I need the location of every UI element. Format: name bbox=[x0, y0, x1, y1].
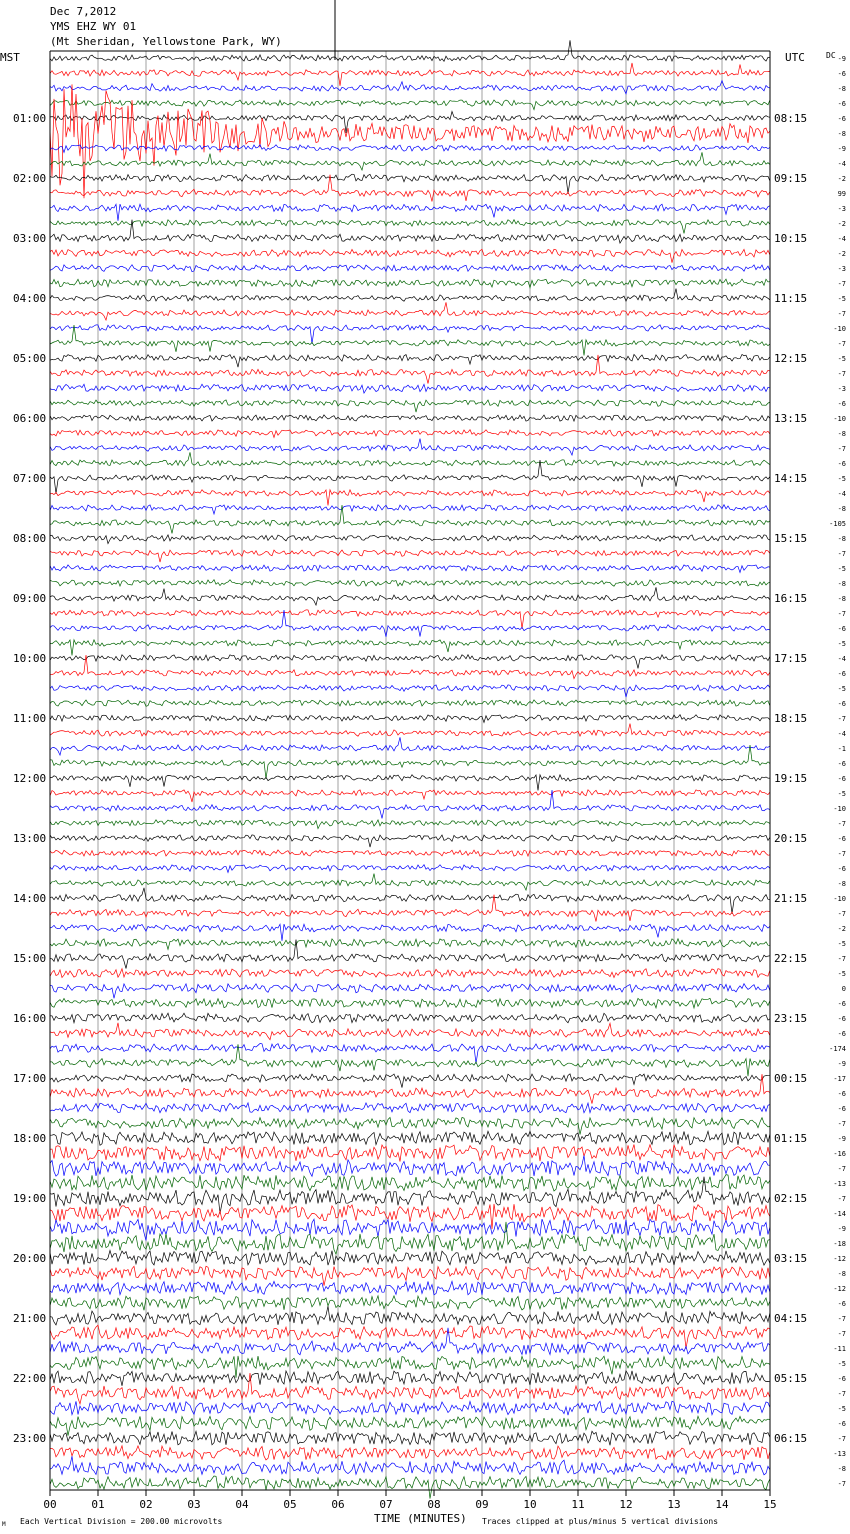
dc-offset-83: -6 bbox=[837, 1300, 846, 1308]
dc-offset-80: -12 bbox=[833, 1255, 846, 1263]
trace-9 bbox=[50, 175, 770, 202]
utc-hour-label: 18:15 bbox=[774, 712, 808, 725]
dc-offset-6: -9 bbox=[837, 145, 846, 153]
trace-14 bbox=[50, 265, 770, 272]
dc-offset-28: -5 bbox=[837, 475, 846, 483]
trace-65 bbox=[50, 1023, 770, 1040]
mst-hour-label: 01:00 bbox=[13, 112, 47, 125]
trace-20 bbox=[50, 355, 770, 368]
dc-offset-7: -4 bbox=[837, 160, 846, 168]
header-date: Dec 7,2012 bbox=[50, 5, 117, 18]
mst-hour-label: 12:00 bbox=[13, 772, 47, 785]
mst-hour-label: 19:00 bbox=[13, 1192, 47, 1205]
x-tick-label-08: 08 bbox=[427, 1498, 441, 1511]
dc-offset-86: -11 bbox=[833, 1345, 846, 1353]
dc-offset-33: -7 bbox=[837, 550, 846, 558]
trace-81 bbox=[50, 1266, 770, 1285]
corner-mark: M bbox=[2, 1521, 6, 1528]
trace-3 bbox=[50, 100, 770, 110]
dc-offset-18: -10 bbox=[833, 325, 846, 333]
trace-23 bbox=[50, 400, 770, 412]
utc-hour-label: 03:15 bbox=[774, 1252, 808, 1265]
dc-offset-12: -4 bbox=[837, 235, 846, 243]
dc-offset-75: -13 bbox=[833, 1180, 846, 1188]
trace-31 bbox=[50, 505, 770, 533]
dc-offset-14: -3 bbox=[837, 265, 846, 273]
utc-hour-label: 21:15 bbox=[774, 892, 808, 905]
dc-offset-90: -5 bbox=[837, 1405, 846, 1413]
dc-offset-26: -7 bbox=[837, 445, 846, 453]
trace-68 bbox=[50, 1074, 770, 1088]
minute-grid bbox=[50, 51, 770, 1496]
trace-59 bbox=[50, 939, 770, 950]
trace-48 bbox=[50, 775, 770, 791]
dc-offset-87: -5 bbox=[837, 1360, 846, 1368]
trace-52 bbox=[50, 835, 770, 847]
x-tick-label-02: 02 bbox=[139, 1498, 153, 1511]
label-group bbox=[13, 55, 846, 1511]
trace-36 bbox=[50, 587, 770, 605]
utc-hour-label: 04:15 bbox=[774, 1312, 808, 1325]
dc-offset-44: -7 bbox=[837, 715, 846, 723]
dc-offset-46: -1 bbox=[837, 745, 846, 753]
trace-54 bbox=[50, 865, 770, 873]
trace-49 bbox=[50, 790, 770, 802]
dc-offset-0: -9 bbox=[837, 55, 846, 63]
trace-group bbox=[50, 40, 770, 1498]
dc-offset-2: -8 bbox=[837, 85, 846, 93]
dc-offset-60: -7 bbox=[837, 955, 846, 963]
mst-hour-label: 14:00 bbox=[13, 892, 47, 905]
dc-offset-16: -5 bbox=[837, 295, 846, 303]
dc-offset-95: -7 bbox=[837, 1480, 846, 1488]
utc-hour-label: 15:15 bbox=[774, 532, 808, 545]
utc-hour-label: 08:15 bbox=[774, 112, 808, 125]
trace-80 bbox=[50, 1250, 770, 1265]
dc-offset-13: -2 bbox=[837, 250, 846, 258]
x-tick-label-09: 09 bbox=[475, 1498, 489, 1511]
trace-27 bbox=[50, 452, 770, 466]
dc-offset-74: -7 bbox=[837, 1165, 846, 1173]
dc-offset-58: -2 bbox=[837, 925, 846, 933]
trace-15 bbox=[50, 279, 770, 288]
mst-hour-label: 15:00 bbox=[13, 952, 47, 965]
trace-55 bbox=[50, 874, 770, 891]
x-axis-label: TIME (MINUTES) bbox=[374, 1512, 467, 1525]
dc-offset-30: -8 bbox=[837, 505, 846, 513]
trace-18 bbox=[50, 325, 770, 344]
dc-offset-59: -5 bbox=[837, 940, 846, 948]
dc-offset-4: -6 bbox=[837, 115, 846, 123]
dc-offset-84: -7 bbox=[837, 1315, 846, 1323]
dc-offset-41: -6 bbox=[837, 670, 846, 678]
dc-offset-68: -17 bbox=[833, 1075, 846, 1083]
trace-57 bbox=[50, 895, 770, 922]
utc-hour-label: 06:15 bbox=[774, 1432, 808, 1445]
mst-hour-label: 08:00 bbox=[13, 532, 47, 545]
trace-75 bbox=[50, 1175, 770, 1191]
x-tick-label-00: 00 bbox=[43, 1498, 57, 1511]
trace-37 bbox=[50, 610, 770, 629]
utc-hour-label: 00:15 bbox=[774, 1072, 808, 1085]
trace-70 bbox=[50, 1103, 770, 1113]
x-tick-label-01: 01 bbox=[91, 1498, 105, 1511]
dc-offset-70: -6 bbox=[837, 1105, 846, 1113]
x-tick-label-12: 12 bbox=[619, 1498, 633, 1511]
trace-46 bbox=[50, 737, 770, 755]
utc-hour-label: 01:15 bbox=[774, 1132, 808, 1145]
mst-hour-label: 02:00 bbox=[13, 172, 47, 185]
dc-offset-77: -14 bbox=[833, 1210, 846, 1218]
mst-hour-label: 07:00 bbox=[13, 472, 47, 485]
x-tick-label-10: 10 bbox=[523, 1498, 537, 1511]
mst-hour-label: 16:00 bbox=[13, 1012, 47, 1025]
utc-hour-label: 05:15 bbox=[774, 1372, 808, 1385]
dc-offset-51: -7 bbox=[837, 820, 846, 828]
dc-offset-17: -7 bbox=[837, 310, 846, 318]
dc-offset-71: -7 bbox=[837, 1120, 846, 1128]
trace-33 bbox=[50, 550, 770, 562]
dc-offset-40: -4 bbox=[837, 655, 846, 663]
mst-hour-label: 23:00 bbox=[13, 1432, 47, 1445]
dc-offset-8: -2 bbox=[837, 175, 846, 183]
trace-85 bbox=[50, 1325, 770, 1348]
utc-hour-label: 19:15 bbox=[774, 772, 808, 785]
trace-53 bbox=[50, 850, 770, 856]
dc-offset-72: -9 bbox=[837, 1135, 846, 1143]
trace-26 bbox=[50, 439, 770, 456]
trace-39 bbox=[50, 640, 770, 656]
dc-offset-52: -6 bbox=[837, 835, 846, 843]
dc-offset-45: -4 bbox=[837, 730, 846, 738]
x-tick-label-15: 15 bbox=[763, 1498, 777, 1511]
utc-hour-label: 20:15 bbox=[774, 832, 808, 845]
trace-78 bbox=[50, 1219, 770, 1240]
trace-4 bbox=[50, 112, 770, 133]
dc-offset-63: -6 bbox=[837, 1000, 846, 1008]
dc-offset-76: -7 bbox=[837, 1195, 846, 1203]
dc-offset-73: -16 bbox=[833, 1150, 846, 1158]
trace-35 bbox=[50, 580, 770, 587]
utc-hour-label: 10:15 bbox=[774, 232, 808, 245]
trace-30 bbox=[50, 505, 770, 514]
dc-offset-64: -6 bbox=[837, 1015, 846, 1023]
trace-24 bbox=[50, 415, 770, 421]
dc-offset-1: -6 bbox=[837, 70, 846, 78]
dc-offset-89: -7 bbox=[837, 1390, 846, 1398]
x-tick-label-03: 03 bbox=[187, 1498, 201, 1511]
dc-offset-66: -174 bbox=[829, 1045, 846, 1053]
dc-offset-54: -6 bbox=[837, 865, 846, 873]
trace-41 bbox=[50, 655, 770, 679]
trace-88 bbox=[50, 1371, 770, 1386]
dc-offset-49: -5 bbox=[837, 790, 846, 798]
trace-51 bbox=[50, 820, 770, 829]
dc-offset-88: -6 bbox=[837, 1375, 846, 1383]
header-location: (Mt Sheridan, Yellowstone Park, WY) bbox=[50, 35, 282, 48]
trace-7 bbox=[50, 152, 770, 170]
trace-50 bbox=[50, 790, 770, 818]
trace-43 bbox=[50, 700, 770, 706]
dc-offset-69: -6 bbox=[837, 1090, 846, 1098]
dc-offset-50: -10 bbox=[833, 805, 846, 813]
trace-92 bbox=[50, 1431, 770, 1445]
mst-hour-label: 17:00 bbox=[13, 1072, 47, 1085]
trace-74 bbox=[50, 1156, 770, 1177]
dc-offset-92: -7 bbox=[837, 1435, 846, 1443]
mst-hour-label: 13:00 bbox=[13, 832, 47, 845]
utc-hour-label: 17:15 bbox=[774, 652, 808, 665]
mst-hour-label: 10:00 bbox=[13, 652, 47, 665]
trace-28 bbox=[50, 460, 770, 494]
trace-17 bbox=[50, 302, 770, 320]
trace-13 bbox=[50, 249, 770, 262]
dc-offset-78: -9 bbox=[837, 1225, 846, 1233]
x-tick-label-05: 05 bbox=[283, 1498, 297, 1511]
dc-offset-56: -10 bbox=[833, 895, 846, 903]
dc-offset-39: -5 bbox=[837, 640, 846, 648]
trace-58 bbox=[50, 924, 770, 941]
dc-offset-22: -3 bbox=[837, 385, 846, 393]
trace-94 bbox=[50, 1456, 770, 1475]
dc-offset-21: -7 bbox=[837, 370, 846, 378]
trace-60 bbox=[50, 940, 770, 969]
utc-hour-label: 23:15 bbox=[774, 1012, 808, 1025]
trace-95 bbox=[50, 1476, 770, 1499]
trace-2 bbox=[50, 81, 770, 94]
mst-hour-label: 05:00 bbox=[13, 352, 47, 365]
scale-note: Each Vertical Division = 200.00 microvolts bbox=[20, 1517, 223, 1526]
mst-hour-label: 04:00 bbox=[13, 292, 47, 305]
dc-offset-37: -7 bbox=[837, 610, 846, 618]
utc-hour-label: 11:15 bbox=[774, 292, 808, 305]
utc-hour-label: 09:15 bbox=[774, 172, 808, 185]
right-tz-label: UTC bbox=[785, 51, 805, 64]
trace-11 bbox=[50, 220, 770, 234]
trace-84 bbox=[50, 1306, 770, 1325]
trace-63 bbox=[50, 998, 770, 1008]
dc-offset-91: -6 bbox=[837, 1420, 846, 1428]
trace-32 bbox=[50, 535, 770, 544]
trace-82 bbox=[50, 1281, 770, 1295]
trace-45 bbox=[50, 724, 770, 737]
utc-hour-label: 16:15 bbox=[774, 592, 808, 605]
dc-offset-85: -7 bbox=[837, 1330, 846, 1338]
trace-73 bbox=[50, 1145, 770, 1162]
dc-offset-19: -7 bbox=[837, 340, 846, 348]
dc-offset-23: -6 bbox=[837, 400, 846, 408]
trace-64 bbox=[50, 1013, 770, 1023]
dc-offset-3: -6 bbox=[837, 100, 846, 108]
dc-offset-24: -10 bbox=[833, 415, 846, 423]
dc-offset-81: -8 bbox=[837, 1270, 846, 1278]
header-station: YMS EHZ WY 01 bbox=[50, 20, 137, 33]
dc-offset-82: -12 bbox=[833, 1285, 846, 1293]
mst-hour-label: 22:00 bbox=[13, 1372, 47, 1385]
trace-10 bbox=[50, 204, 770, 221]
trace-56 bbox=[50, 888, 770, 914]
dc-offset-67: -9 bbox=[837, 1060, 846, 1068]
trace-6 bbox=[50, 145, 770, 153]
dc-offset-53: -7 bbox=[837, 850, 846, 858]
x-tick-label-06: 06 bbox=[331, 1498, 345, 1511]
trace-93 bbox=[50, 1446, 770, 1460]
dc-offset-34: -5 bbox=[837, 565, 846, 573]
mst-hour-label: 03:00 bbox=[13, 232, 47, 245]
dc-offset-36: -8 bbox=[837, 595, 846, 603]
trace-66 bbox=[50, 1044, 770, 1064]
trace-90 bbox=[50, 1401, 770, 1415]
dc-offset-48: -6 bbox=[837, 775, 846, 783]
clip-note: Traces clipped at plus/minus 5 vertical divisions bbox=[482, 1517, 719, 1526]
trace-62 bbox=[50, 984, 770, 999]
dc-offset-32: -8 bbox=[837, 535, 846, 543]
utc-hour-label: 12:15 bbox=[774, 352, 808, 365]
dc-offset-94: -8 bbox=[837, 1465, 846, 1473]
trace-1 bbox=[50, 63, 770, 86]
dc-offset-27: -6 bbox=[837, 460, 846, 468]
dc-offset-47: -6 bbox=[837, 760, 846, 768]
trace-61 bbox=[50, 969, 770, 978]
mst-hour-label: 21:00 bbox=[13, 1312, 47, 1325]
x-tick-label-13: 13 bbox=[667, 1498, 681, 1511]
dc-offset-11: -2 bbox=[837, 220, 846, 228]
dc-offset-31: -105 bbox=[829, 520, 846, 528]
x-tick-label-04: 04 bbox=[235, 1498, 249, 1511]
dc-offset-42: -5 bbox=[837, 685, 846, 693]
trace-72 bbox=[50, 1131, 770, 1145]
dc-offset-35: -8 bbox=[837, 580, 846, 588]
trace-34 bbox=[50, 565, 770, 573]
trace-83 bbox=[50, 1296, 770, 1311]
utc-hour-label: 14:15 bbox=[774, 472, 808, 485]
left-tz-label: MST bbox=[0, 51, 20, 64]
mst-hour-label: 18:00 bbox=[13, 1132, 47, 1145]
dc-offset-29: -4 bbox=[837, 490, 846, 498]
mst-hour-label: 11:00 bbox=[13, 712, 47, 725]
mst-hour-label: 20:00 bbox=[13, 1252, 47, 1265]
trace-22 bbox=[50, 384, 770, 393]
trace-29 bbox=[50, 490, 770, 506]
dc-offset-62: 0 bbox=[841, 985, 846, 993]
dc-offset-55: -8 bbox=[837, 880, 846, 888]
x-tick-label-07: 07 bbox=[379, 1498, 393, 1511]
utc-hour-label: 13:15 bbox=[774, 412, 808, 425]
dc-offset-15: -7 bbox=[837, 280, 846, 288]
dc-offset-65: -6 bbox=[837, 1030, 846, 1038]
x-tick-label-14: 14 bbox=[715, 1498, 729, 1511]
trace-42 bbox=[50, 685, 770, 697]
dc-offset-57: -7 bbox=[837, 910, 846, 918]
dc-label: DC bbox=[826, 51, 836, 60]
mst-hour-label: 06:00 bbox=[13, 412, 47, 425]
dc-offset-93: -13 bbox=[833, 1450, 846, 1458]
trace-25 bbox=[50, 430, 770, 438]
dc-offset-9: 99 bbox=[837, 190, 846, 198]
dc-offset-10: -3 bbox=[837, 205, 846, 213]
trace-86 bbox=[50, 1328, 770, 1355]
dc-offset-5: -8 bbox=[837, 130, 846, 138]
dc-offset-43: -6 bbox=[837, 700, 846, 708]
trace-16 bbox=[50, 289, 770, 302]
dc-offset-61: -5 bbox=[837, 970, 846, 978]
mst-hour-label: 09:00 bbox=[13, 592, 47, 605]
utc-hour-label: 22:15 bbox=[774, 952, 808, 965]
dc-offset-38: -6 bbox=[837, 625, 846, 633]
utc-hour-label: 02:15 bbox=[774, 1192, 808, 1205]
x-tick-label-11: 11 bbox=[571, 1498, 585, 1511]
dc-offset-25: -8 bbox=[837, 430, 846, 438]
trace-44 bbox=[50, 715, 770, 723]
dc-offset-79: -18 bbox=[833, 1240, 846, 1248]
trace-40 bbox=[50, 655, 770, 669]
dc-offset-20: -5 bbox=[837, 355, 846, 363]
